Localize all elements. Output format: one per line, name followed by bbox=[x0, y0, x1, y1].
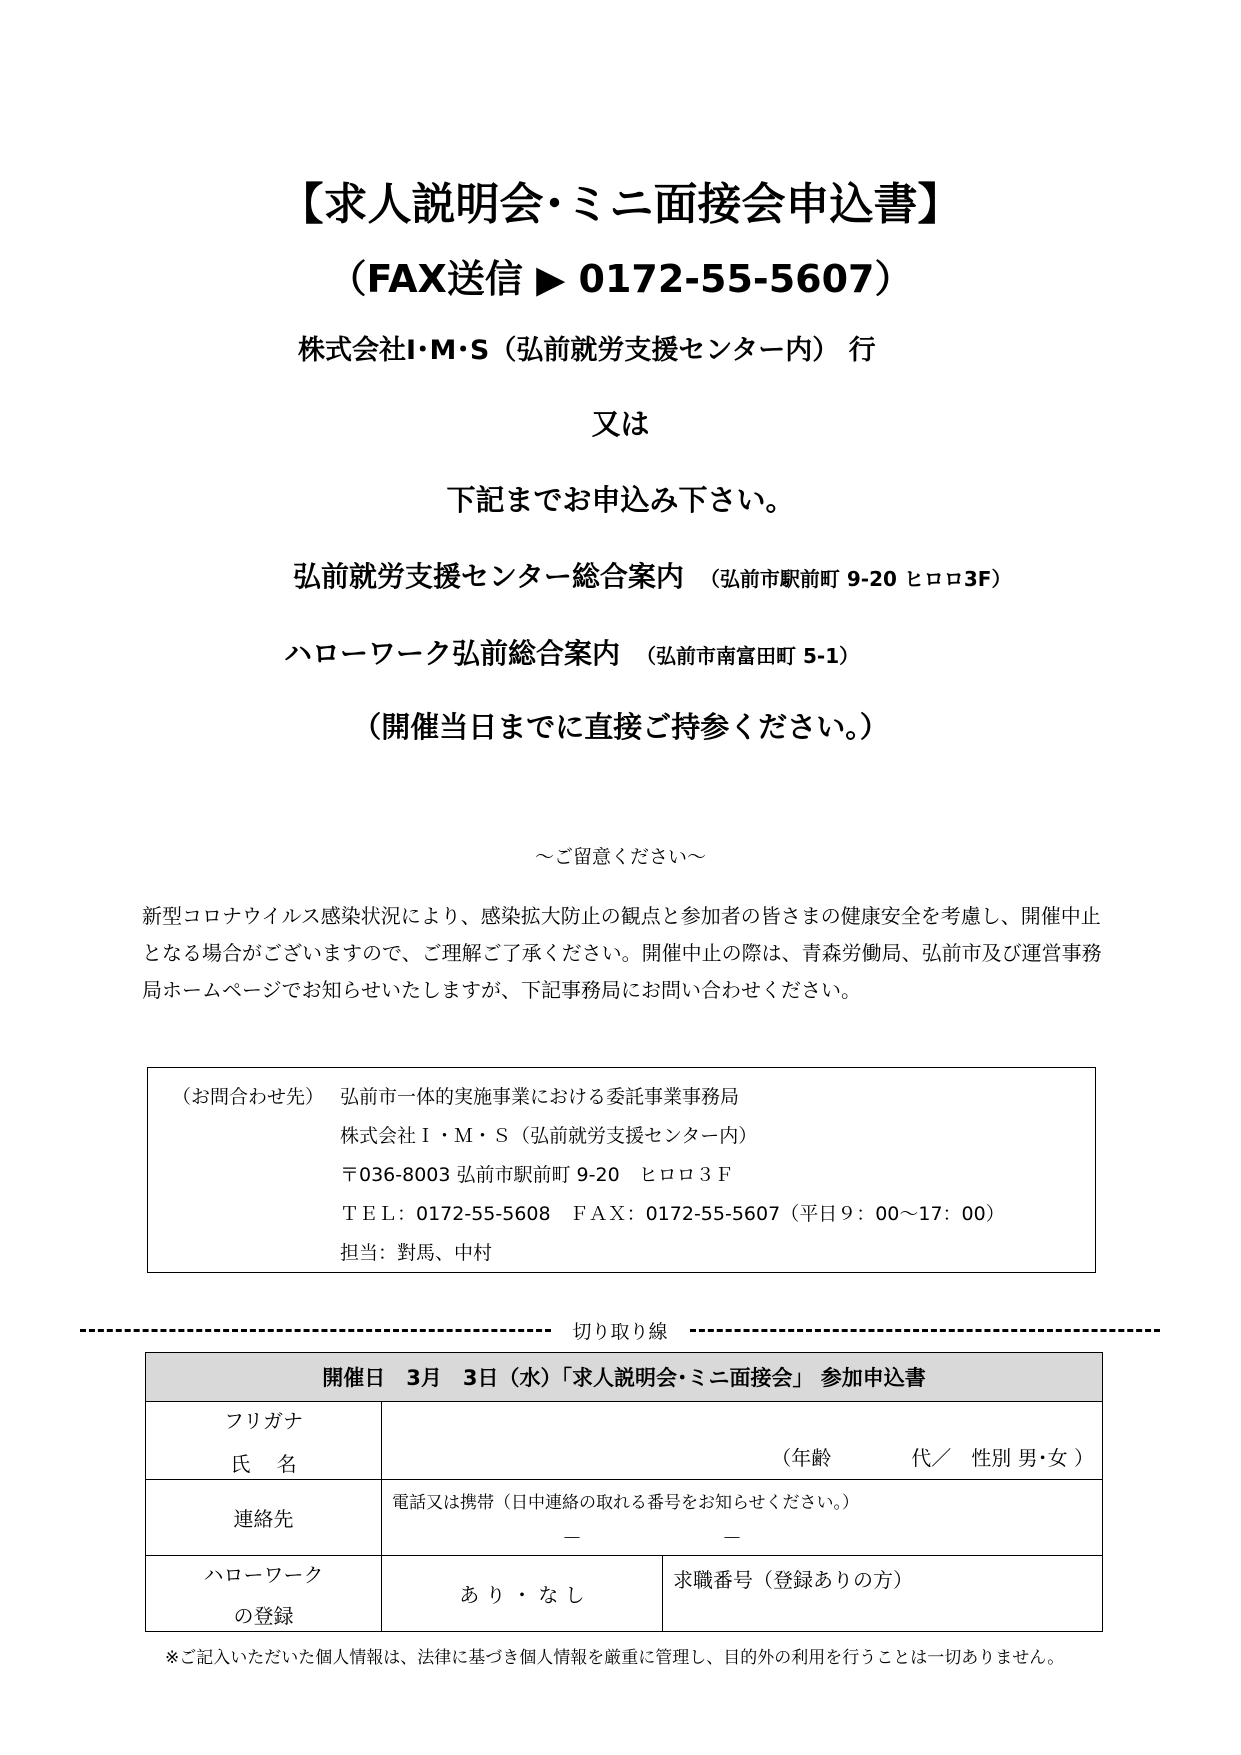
job-number-field[interactable] bbox=[663, 1556, 1103, 1632]
delivery-note: （開催当日までに直接ご持参ください。） bbox=[352, 710, 889, 744]
name-label-cell bbox=[146, 1402, 382, 1480]
furigana-label: フリガナ bbox=[224, 1408, 303, 1433]
application-form bbox=[145, 1352, 1103, 1632]
hw-label-line-2: の登録 bbox=[233, 1603, 294, 1628]
name-label: 氏 名 bbox=[230, 1451, 297, 1476]
name-field[interactable] bbox=[382, 1402, 1103, 1480]
phone-dashes: － － bbox=[562, 1526, 742, 1550]
job-number-label: 求職番号（登録ありの方） bbox=[673, 1568, 913, 1592]
notice-heading: ～ご留意ください～ bbox=[534, 846, 706, 868]
or-text: 又は bbox=[591, 407, 650, 441]
instruction: 下記までお申込み下さい。 bbox=[446, 483, 795, 517]
hw-registration-choice[interactable]: あ り ・ な し bbox=[382, 1556, 663, 1632]
place-2-address: （弘前市南富田町 5-1） bbox=[636, 644, 860, 668]
place-1-name: 弘前就労支援センター総合案内 bbox=[293, 560, 684, 593]
page-title: 【求人説明会･ミニ面接会申込書】 bbox=[279, 179, 962, 230]
form-header: 開催日 3月 3日（水）「求人説明会･ミニ面接会」 参加申込書 bbox=[146, 1353, 1103, 1402]
privacy-footer: ※ご記入いただいた個人情報は、法律に基づき個人情報を厳重に管理し、目的外の利用を行うことは一切ありません。 bbox=[165, 1648, 1065, 1668]
age-gender-label: （年齢 代／ 性別 男･女 ） bbox=[771, 1446, 1094, 1470]
phone-label: 電話又は携帯（日中連絡の取れる番号をお知らせください。） bbox=[392, 1493, 859, 1513]
place-1-address: （弘前市駅前町 9-20 ヒロロ3F） bbox=[699, 567, 1012, 591]
place-1 bbox=[293, 555, 1011, 595]
contact-line-1: 弘前市一体的実施事業における委託事業事務局 bbox=[340, 1086, 740, 1108]
cut-line bbox=[80, 1317, 1160, 1344]
contact-line-5: 担当：對馬、中村 bbox=[340, 1242, 493, 1264]
contact-line-3: 〒036-8003 弘前市駅前町 9-20 ヒロロ３Ｆ bbox=[340, 1164, 734, 1186]
contact-line-2: 株式会社Ｉ・Ｍ・Ｓ（弘前就労支援センター内） bbox=[340, 1125, 758, 1147]
hw-label-cell bbox=[146, 1556, 382, 1632]
phone-field[interactable] bbox=[382, 1480, 1103, 1556]
contact-box bbox=[147, 1067, 1096, 1273]
fax-number: （FAX送信 ▶ 0172-55-5607） bbox=[328, 257, 913, 301]
cut-dashes-left bbox=[80, 1329, 551, 1332]
recipient: 株式会社I･M･S（弘前就労支援センター内） 行 bbox=[298, 335, 876, 366]
place-2-name: ハローワーク弘前総合案内 bbox=[284, 637, 621, 670]
contact-label: （お問合わせ先） bbox=[172, 1086, 325, 1108]
contact-line-4: ＴＥＬ：0172-55-5608 ＦＡＸ：0172-55-5607（平日９：00～17：00） bbox=[340, 1203, 1005, 1225]
hw-label-line-1: ハローワーク bbox=[203, 1562, 324, 1587]
notice-text: 新型コロナウイルス感染状況により、感染拡大防止の観点と参加者の皆さまの健康安全を考慮し、開催中止となる場合がございますので、ご理解ご了承ください。開催中止の際は、青森労働局、弘前市及び運営事務局ホームページでお知らせいたしますが、下記事務局にお問い合わせください。 bbox=[142, 904, 1102, 1002]
place-2 bbox=[284, 632, 859, 672]
contact-label-cell: 連絡先 bbox=[146, 1480, 382, 1556]
cut-dashes-right bbox=[690, 1329, 1161, 1332]
cut-line-label: 切り取り線 bbox=[572, 1321, 668, 1343]
